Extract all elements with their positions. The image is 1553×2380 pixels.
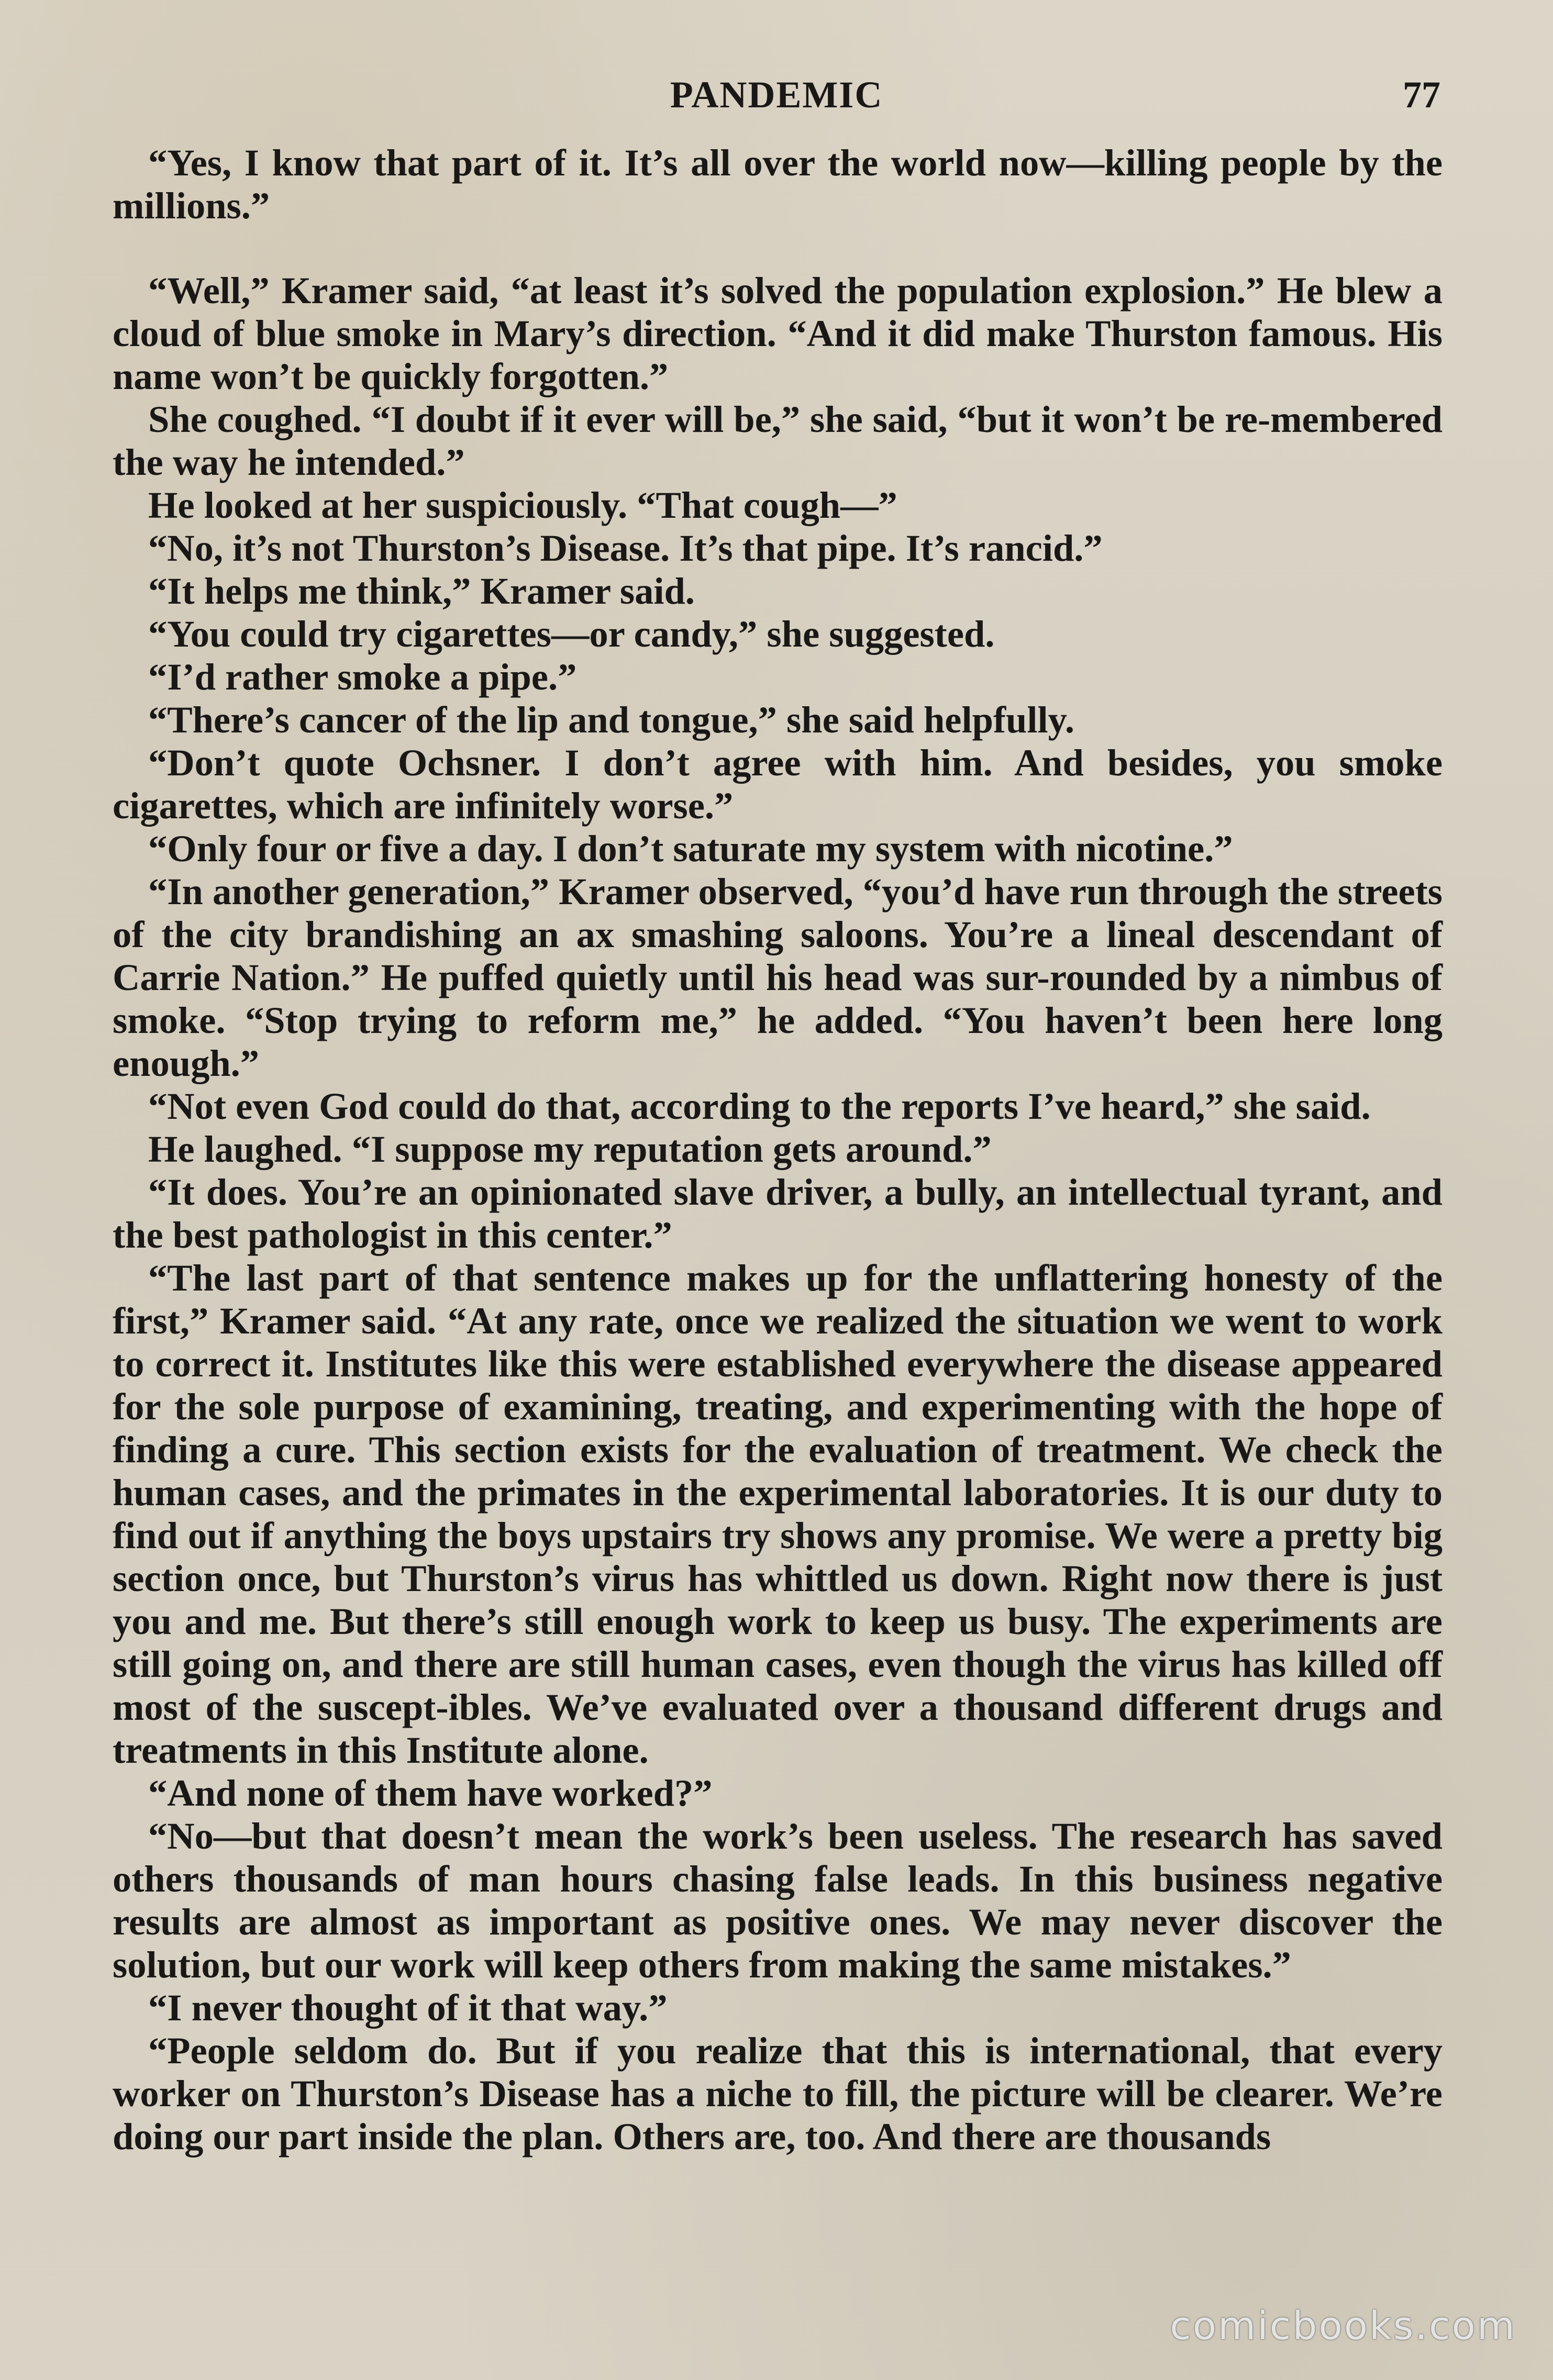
paragraph: “No, it’s not Thurston’s Disease. It’s that pipe. It’s rancid.” — [148, 527, 1103, 569]
paragraph: “People seldom do. But if you realize that this is international, that every worker on Thurston’s Disease has a niche to fill, the picture will be clearer. We’re doing our part inside the plan. Others are, too. And there are thousands — [113, 2029, 1443, 2157]
page-number: 77 — [1403, 74, 1440, 116]
paragraph: “Well,” Kramer said, “at least it’s solved the population explosion.” He blew a cloud of blue smoke in Mary’s direction. “And it did make Thurston famous. His name won’t be quickly forgotten.” — [113, 269, 1443, 397]
paragraph: “It does. You’re an opinionated slave driver, a bully, an intellectual tyrant, and the best pathologist in this center.” — [113, 1171, 1443, 1256]
paragraph: “It helps me think,” Kramer said. — [148, 570, 695, 612]
paragraph: “The last part of that sentence makes up for the unflattering honesty of the first,” Kramer said. “At any rate, once we realized the situation we went to work to correct it. Institutes like this were established everywhere the disease appeared for the sole purpose of examining, treating, and experimenting with the hope of finding a cure. This section exists for the evaluation of treatment. We check the human cases, and the primates in the experimental laboratories. It is our duty to find out if anything the boys upstairs try shows any promise. We were a pretty big section once, but Thurston’s virus has whittled us down. Right now there is just you and me. But there’s still enough work to keep us busy. The experiments are still going on, and there are still human cases, even though the virus has killed off most of the suscept-ibles. We’ve evaluated over a thousand different drugs and treatments in this Institute alone. — [113, 1256, 1443, 1771]
paragraph: “Yes, I know that part of it. It’s all over the world now—killing people by the millions.” — [113, 141, 1443, 227]
paragraph: “I’d rather smoke a pipe.” — [148, 655, 577, 698]
running-head — [113, 73, 1440, 120]
paragraph: “I never thought of it that way.” — [148, 1986, 668, 2029]
paragraph: He laughed. “I suppose my reputation gets around.” — [148, 1128, 992, 1170]
paragraph: “You could try cigarettes—or candy,” she suggested. — [148, 613, 995, 655]
paragraph: He looked at her suspiciously. “That cough—” — [148, 484, 897, 526]
paragraph: “And none of them have worked?” — [148, 1772, 713, 1814]
paragraph: “Not even God could do that, according to the reports I’ve heard,” she said. — [148, 1085, 1371, 1127]
running-title: PANDEMIC — [670, 74, 883, 116]
paragraph: “Only four or five a day. I don’t saturate my system with nicotine.” — [148, 827, 1233, 870]
watermark-logo: comicbooks.com — [1170, 2304, 1516, 2349]
paragraph: “No—but that doesn’t mean the work’s been useless. The research has saved others thousands of man hours chasing false leads. In this business negative results are almost as important as positive ones. We may never discover the solution, but our work will keep others from making the same mistakes.” — [113, 1815, 1443, 1986]
paragraph: “In another generation,” Kramer observed, “you’d have run through the streets of the city brandishing an ax smashing saloons. You’re a lineal descendant of Carrie Nation.” He puffed quietly until his head was sur-rounded by a nimbus of smoke. “Stop trying to reform me,” he added. “You haven’t been here long enough.” — [113, 870, 1443, 1084]
paragraph: She coughed. “I doubt if it ever will be,” she said, “but it won’t be re-membered the way he intended.” — [113, 398, 1443, 483]
body-text — [113, 141, 1443, 2158]
paragraph: “Don’t quote Ochsner. I don’t agree with him. And besides, you smoke cigarettes, which are infinitely worse.” — [113, 741, 1443, 827]
paragraph: “There’s cancer of the lip and tongue,” she said helpfully. — [148, 698, 1075, 741]
